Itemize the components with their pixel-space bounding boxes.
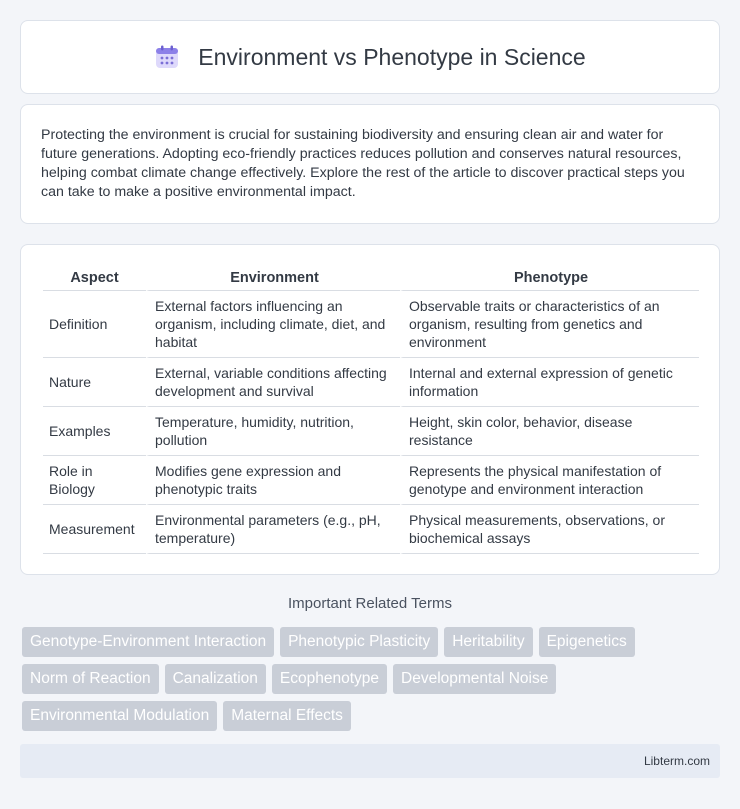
tag-genotype-environment-interaction[interactable]: Genotype-Environment Interaction	[22, 627, 274, 657]
comparison-table-card	[20, 244, 720, 575]
table-cell-aspect: Role in Biology	[43, 456, 146, 505]
column-header-aspect: Aspect	[43, 265, 146, 291]
table-cell-phenotype: Height, skin color, behavior, disease resistance	[400, 407, 699, 456]
footer	[20, 744, 720, 778]
table-cell-environment: External factors influencing an organism, including climate, diet, and habitat	[146, 291, 400, 358]
page-title: Environment vs Phenotype in Science	[198, 43, 586, 70]
column-header-phenotype: Phenotype	[400, 265, 699, 291]
table-cell-environment: External, variable conditions affecting development and survival	[146, 358, 400, 407]
column-header-environment: Environment	[146, 265, 400, 291]
table-header-row	[43, 265, 699, 291]
related-terms-list	[22, 627, 722, 738]
table-cell-phenotype: Internal and external expression of genetic information	[400, 358, 699, 407]
table-cell-aspect: Examples	[43, 407, 146, 456]
intro-card	[20, 104, 720, 224]
tag-norm-of-reaction[interactable]: Norm of Reaction	[22, 664, 159, 694]
tag-row	[22, 627, 722, 657]
table-cell-phenotype: Represents the physical manifestation of genotype and environment interaction	[400, 456, 699, 505]
table-cell-aspect: Definition	[43, 291, 146, 358]
tag-developmental-noise[interactable]: Developmental Noise	[393, 664, 556, 694]
table-cell-aspect: Measurement	[43, 505, 146, 554]
table-cell-phenotype: Physical measurements, observations, or biochemical assays	[400, 505, 699, 554]
related-terms-heading: Important Related Terms	[288, 595, 452, 612]
table-cell-aspect: Nature	[43, 358, 146, 407]
table-row	[43, 505, 699, 554]
tag-row	[22, 664, 722, 694]
calendar-grid-icon	[154, 44, 180, 70]
table-row	[43, 407, 699, 456]
table-cell-environment: Environmental parameters (e.g., pH, temperature)	[146, 505, 400, 554]
table-cell-phenotype: Observable traits or characteristics of an organism, resulting from genetics and environment	[400, 291, 699, 358]
table-cell-environment: Modifies gene expression and phenotypic traits	[146, 456, 400, 505]
tag-row	[22, 701, 722, 731]
intro-paragraph: Protecting the environment is crucial for sustaining biodiversity and ensuring clean air and water for future generations. Adopting eco-friendly practices reduces pollution and conserves natural resources, helping combat climate change effectively. Explore the rest of the article to discover practical steps you can take to make a positive environmental impact.	[41, 127, 685, 200]
footer-site-link[interactable]: Libterm.com	[643, 754, 710, 768]
header	[154, 44, 585, 71]
tag-canalization[interactable]: Canalization	[165, 664, 266, 694]
tag-phenotypic-plasticity[interactable]: Phenotypic Plasticity	[280, 627, 438, 657]
table-row	[43, 456, 699, 505]
table-cell-environment: Temperature, humidity, nutrition, pollution	[146, 407, 400, 456]
tag-maternal-effects[interactable]: Maternal Effects	[223, 701, 351, 731]
tag-ecophenotype[interactable]: Ecophenotype	[272, 664, 387, 694]
table-row	[43, 358, 699, 407]
header-card	[20, 20, 720, 94]
tag-epigenetics[interactable]: Epigenetics	[539, 627, 635, 657]
table-row	[43, 291, 699, 358]
tag-heritability[interactable]: Heritability	[444, 627, 532, 657]
comparison-table	[43, 265, 699, 554]
tag-environmental-modulation[interactable]: Environmental Modulation	[22, 701, 217, 731]
